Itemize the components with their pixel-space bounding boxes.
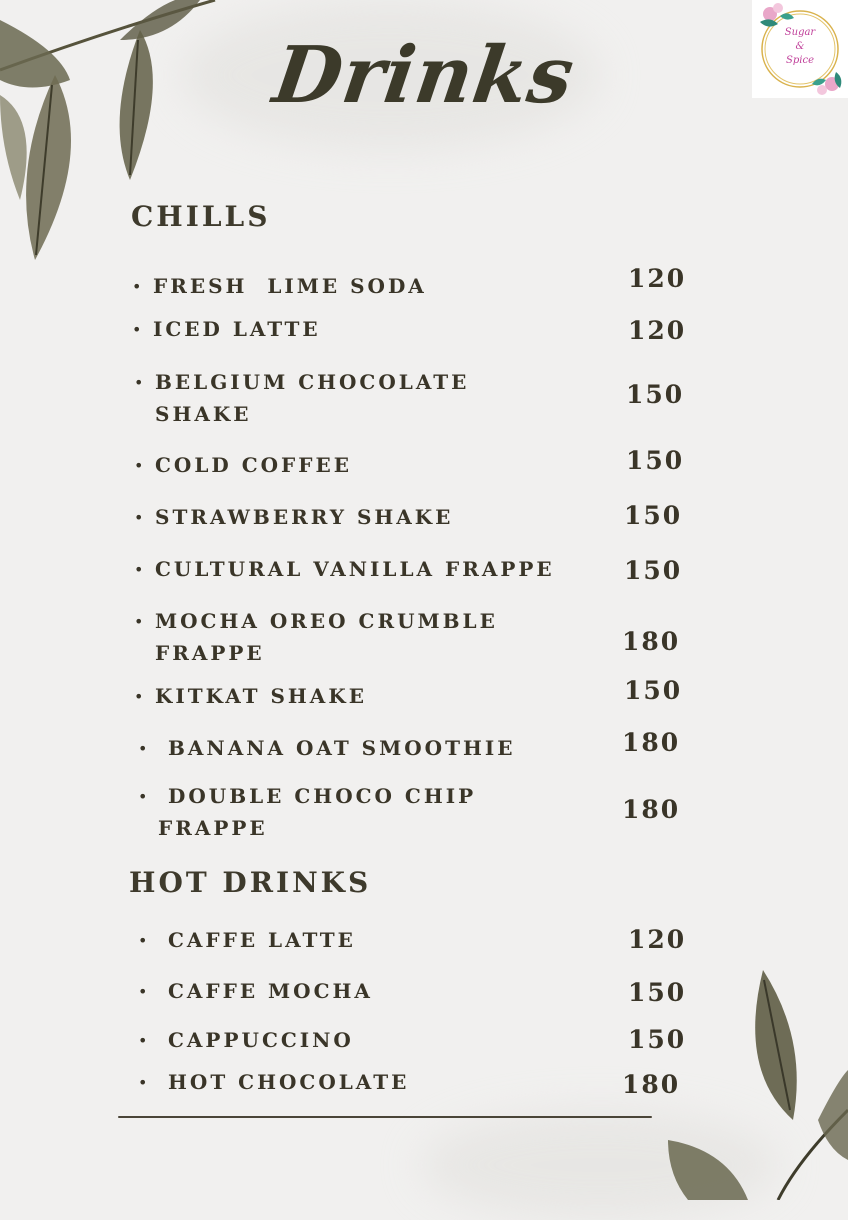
menu-item-name-continued: SHAKE	[155, 402, 252, 426]
menu-item-name: ICED LATTE	[153, 317, 321, 341]
divider-line	[118, 1116, 652, 1118]
menu-item-name: MOCHA OREO CRUMBLE	[155, 609, 498, 633]
menu-item-name: CULTURAL VANILLA FRAPPE	[155, 557, 555, 581]
menu-item-price: 120	[628, 316, 687, 345]
menu-item-price: 150	[628, 978, 687, 1007]
bullet: •	[138, 982, 148, 1001]
section-heading-hot-drinks: HOT DRINKS	[129, 866, 372, 899]
leaf-branch-bottom-right	[668, 960, 848, 1200]
bullet: •	[138, 1073, 148, 1092]
menu-item-price: 150	[626, 380, 685, 409]
bullet: •	[132, 320, 142, 339]
menu-item-name-continued: FRAPPE	[155, 641, 265, 665]
bullet: •	[132, 277, 142, 296]
menu-item-name: COLD COFFEE	[155, 453, 352, 477]
bullet: •	[138, 739, 148, 758]
menu-item-price: 180	[622, 627, 681, 656]
bullet: •	[134, 560, 144, 579]
menu-item-name: CAPPUCCINO	[168, 1028, 354, 1052]
menu-item-name-continued: FRAPPE	[158, 816, 268, 840]
section-heading-chills: CHILLS	[131, 200, 271, 233]
menu-item-price: 150	[624, 676, 683, 705]
menu-item-price: 180	[622, 795, 681, 824]
page-title: Drinks	[268, 30, 580, 121]
logo-line-2: &	[795, 41, 805, 52]
menu-item-name: DOUBLE CHOCO CHIP	[168, 784, 477, 808]
bullet: •	[138, 1031, 148, 1050]
menu-item-price: 180	[622, 728, 681, 757]
bullet: •	[134, 373, 144, 392]
menu-item-price: 120	[628, 264, 687, 293]
menu-item-name: STRAWBERRY SHAKE	[155, 505, 454, 529]
bullet: •	[134, 456, 144, 475]
bullet: •	[138, 787, 148, 806]
menu-item-name: BANANA OAT SMOOTHIE	[168, 736, 516, 760]
menu-item-name: KITKAT SHAKE	[155, 684, 367, 708]
menu-item-name: HOT CHOCOLATE	[168, 1070, 410, 1094]
bullet: •	[134, 687, 144, 706]
menu-item-price: 120	[628, 925, 687, 954]
menu-item-price: 180	[622, 1070, 681, 1099]
menu-item-name: CAFFE LATTE	[168, 928, 356, 952]
bullet: •	[138, 931, 148, 950]
logo-line-1: Sugar	[784, 27, 816, 38]
bullet: •	[134, 612, 144, 631]
menu-item-price: 150	[626, 446, 685, 475]
bullet: •	[134, 508, 144, 527]
menu-item-name: BELGIUM CHOCOLATE	[155, 370, 470, 394]
menu-item-name: CAFFE MOCHA	[168, 979, 373, 1003]
menu-item-price: 150	[624, 556, 683, 585]
menu-item-price: 150	[628, 1025, 687, 1054]
menu-item-price: 150	[624, 501, 683, 530]
logo-line-3: Spice	[786, 55, 814, 66]
menu-item-name: FRESH LIME SODA	[153, 274, 427, 298]
